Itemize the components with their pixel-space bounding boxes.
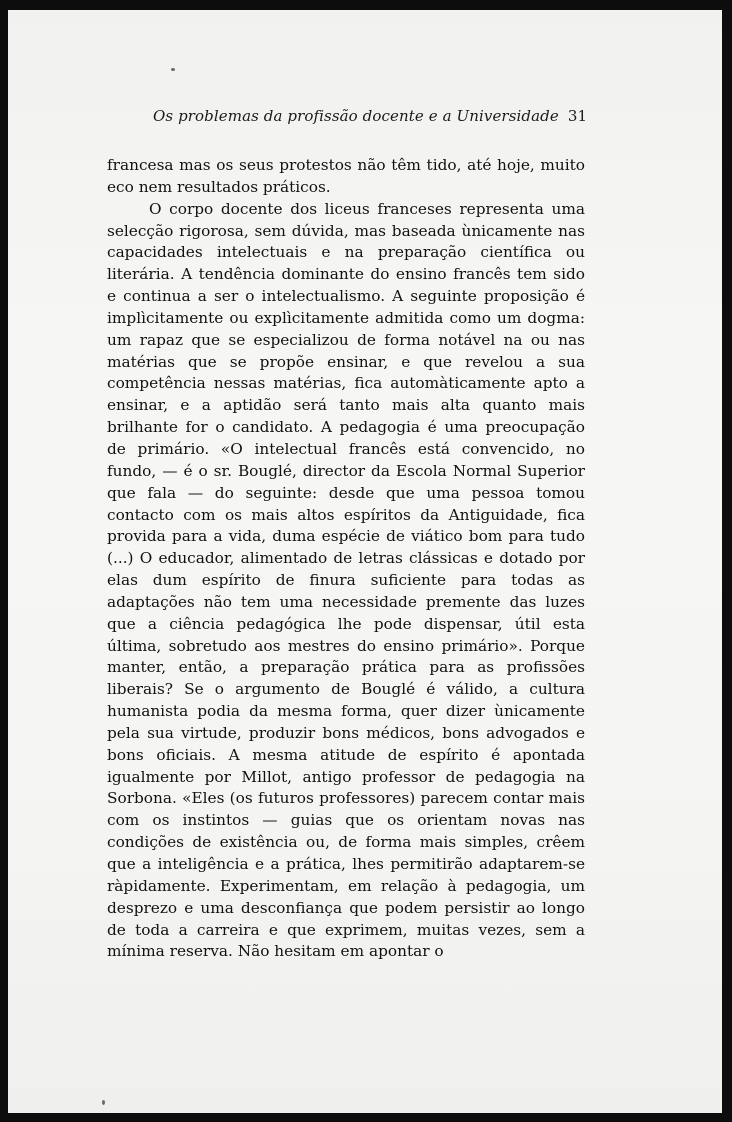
scan-speck bbox=[102, 1100, 105, 1105]
running-title: Os problemas da profissão docente e a Universidade bbox=[153, 107, 559, 125]
scan-speck bbox=[171, 68, 175, 71]
paragraph-main: O corpo docente dos liceus franceses representa uma selecção rigorosa, sem dúvida, mas baseada ùnicamente nas capacidades intelectuais e na preparação científica ou literária. A tendência dominante do ensino francês tem sido e continua a ser o intelectualismo. A seguinte proposição é implìcitamente ou explìcitamente admitida como um dogma: um rapaz que se especializou de forma notável na ou nas matérias que se propõe ensinar, e que revelou a sua competência nessas matérias, fica automàticamente apto a ensinar, e a aptidão será tanto mais alta quanto mais brilhante for o candidato. A pedagogia é uma preocupação de primário. «O intelectual francês está convencido, no fundo, — é o sr. Bouglé, director da Escola Normal Superior que fala — do seguinte: desde que uma pessoa tomou contacto com os mais altos espíritos da Antiguidade, fica provida para a vida, duma espécie de viático bom para tudo (...) O educador, alimentado de letras clássicas e dotado por elas dum espírito de finura suficiente para todas as adaptações não tem uma necessidade premente das luzes que a ciência pedagógica lhe pode dispensar, útil esta última, sobretudo aos mestres do ensino primário». Porque manter, então, a preparação prática para as profissões liberais? Se o argumento de Bouglé é válido, a cultura humanista podia da mesma forma, quer dizer ùnicamente pela sua virtude, produzir bons médicos, bons advogados e bons oficiais. A mesma atitude de espírito é apontada igualmente por Millot, antigo professor de pedagogia na Sorbona. «Eles (os futuros professores) parecem contar mais com os instintos — guias que os orientam novas nas condições de existência ou, de forma mais simples, crêem que a inteligência e a prática, lhes permitirão adaptarem-se ràpidamente. Experimentam, em relação à pedagogia, um desprezo e uma desconfiança que podem persistir ao longo de toda a carreira e que exprimem, muitas vezes, sem a mínima reserva. Não hesitam em apontar o bbox=[107, 199, 585, 961]
page-number: 31 bbox=[567, 107, 587, 125]
body-text bbox=[107, 155, 585, 963]
running-header bbox=[139, 105, 587, 129]
paragraph-continuation: francesa mas os seus protestos não têm tido, até hoje, muito eco nem resultados práticos. bbox=[107, 156, 585, 196]
